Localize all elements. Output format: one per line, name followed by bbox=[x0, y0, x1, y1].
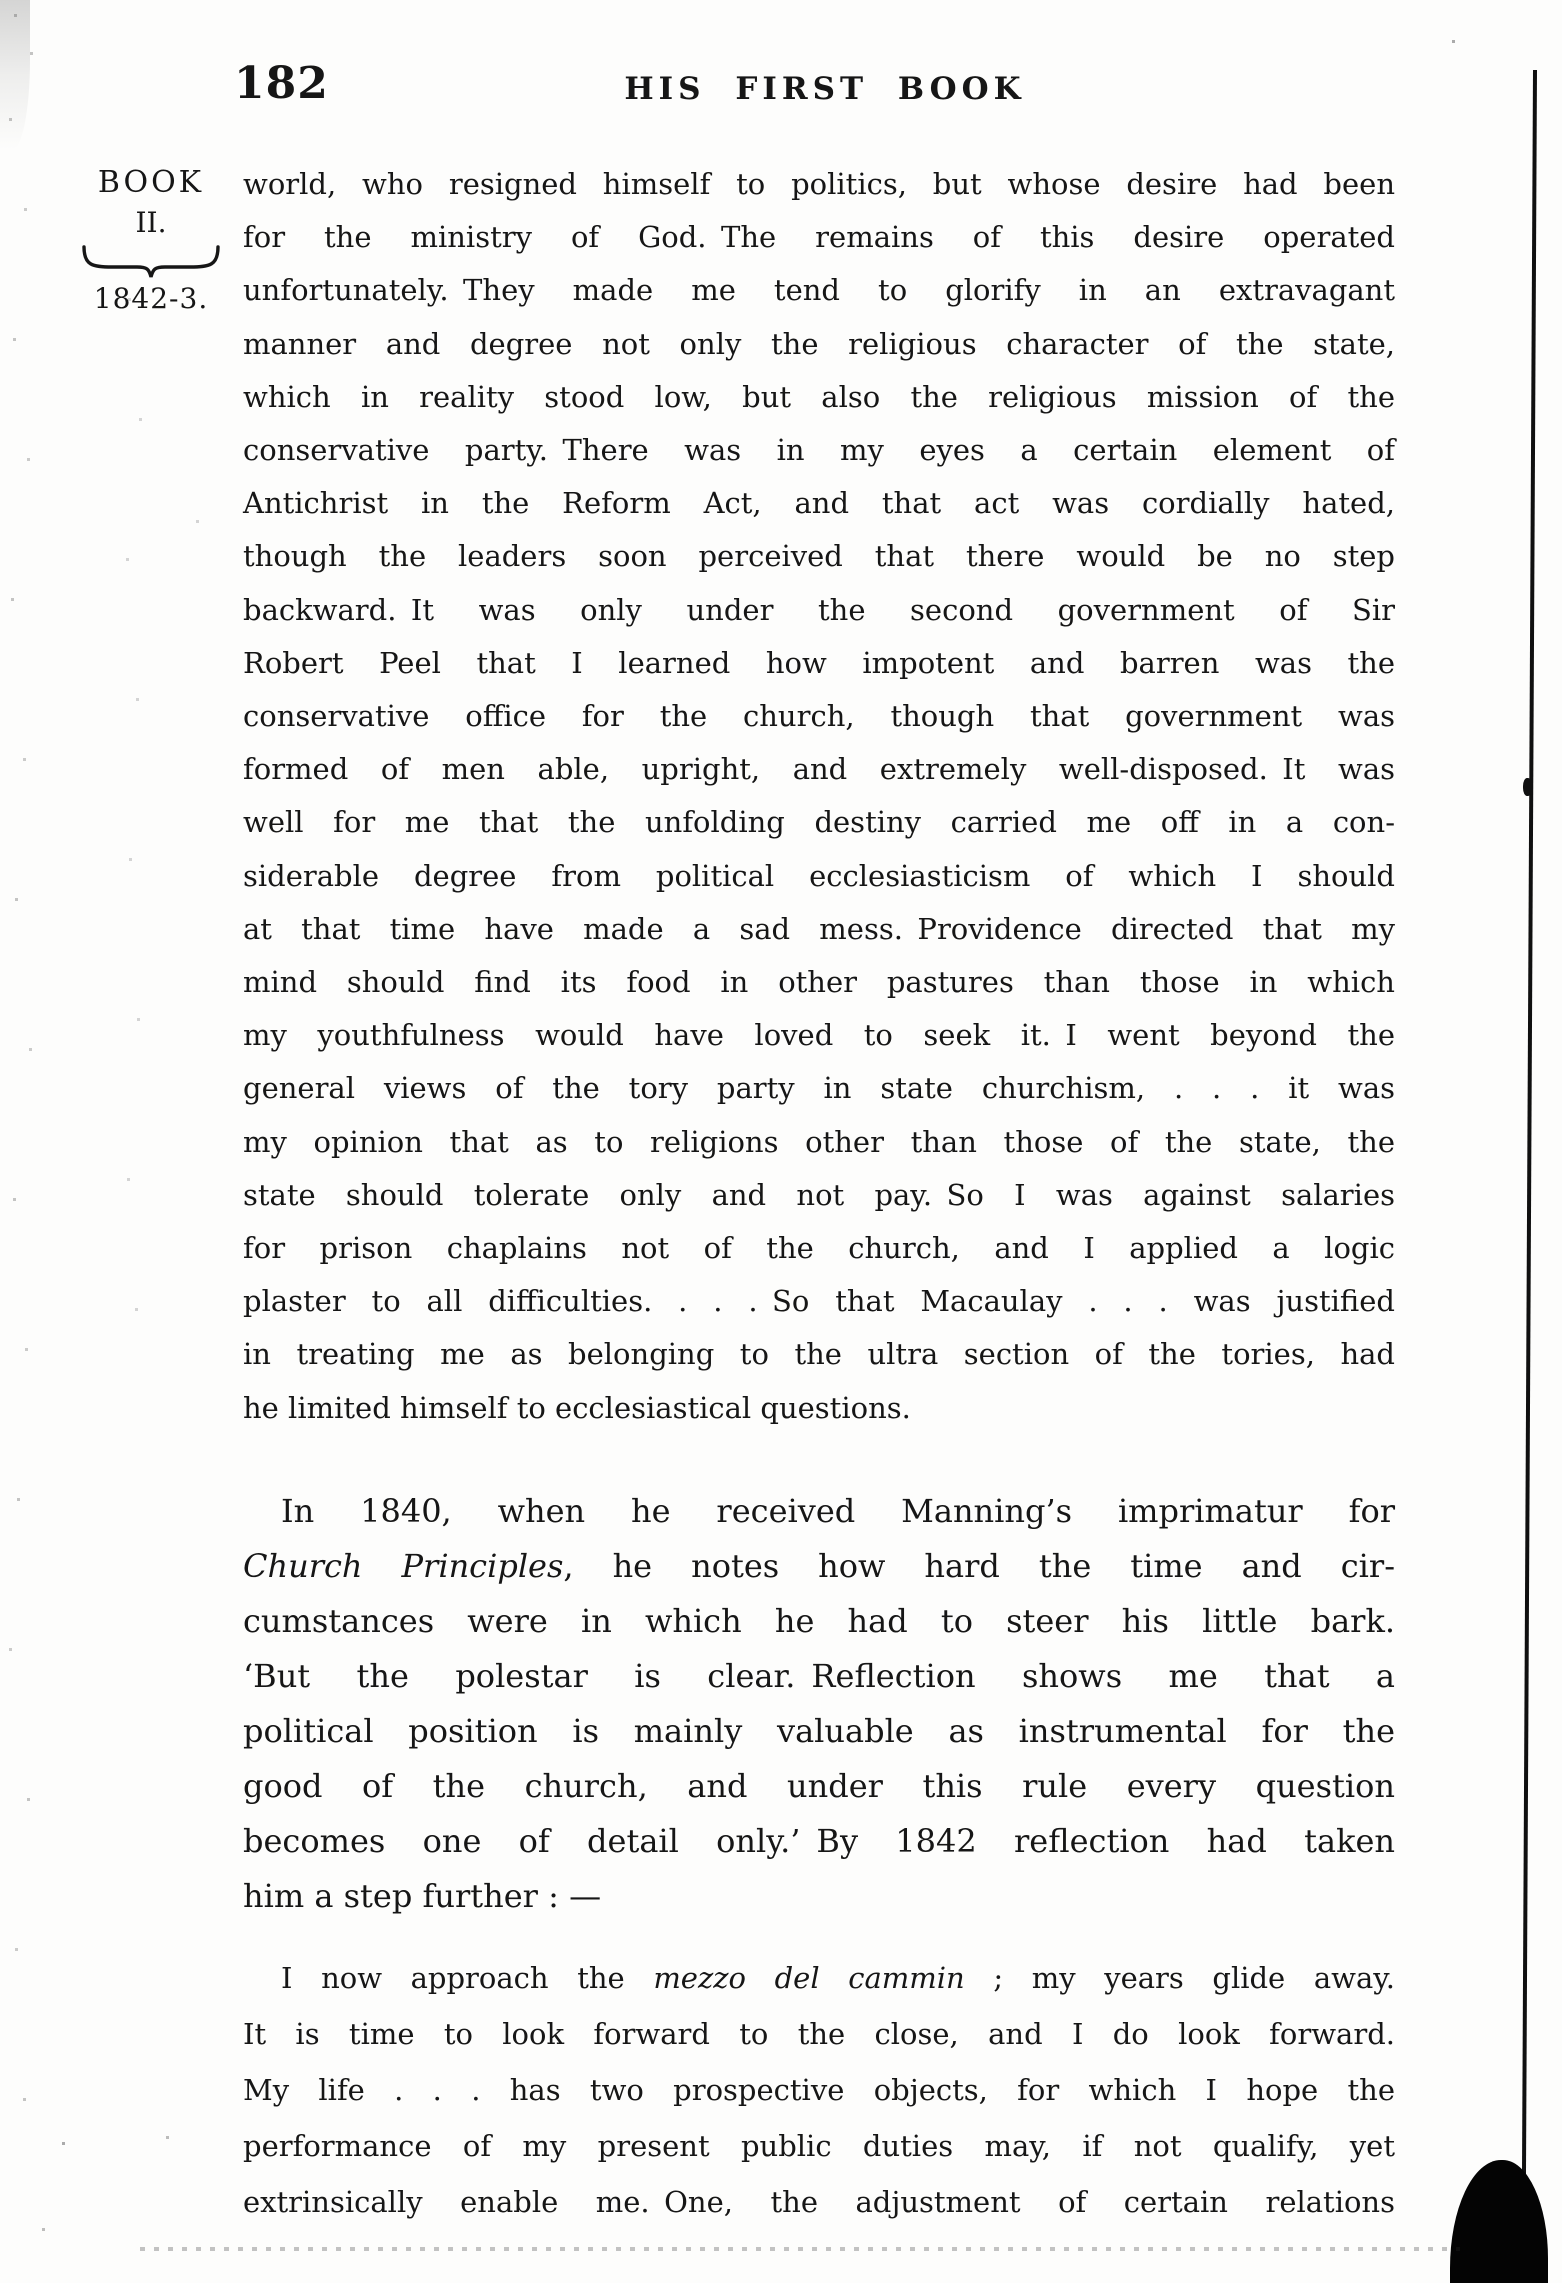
quote2-block bbox=[243, 1950, 1395, 2230]
text-line bbox=[243, 371, 1395, 424]
margin-book-numeral: II. bbox=[135, 206, 167, 239]
text-line bbox=[243, 2174, 1395, 2230]
text-segment: state should tolerate only and not pay. So I was against salaries bbox=[243, 1177, 1395, 1212]
text-segment: political position is mainly valuable as instrumental for the bbox=[243, 1712, 1395, 1750]
margin-note bbox=[78, 165, 224, 315]
text-segment: cumstances were in which he had to steer his little bark. bbox=[243, 1602, 1395, 1640]
text-line bbox=[243, 2118, 1395, 2174]
text-line bbox=[243, 690, 1395, 743]
text-segment: mind should find its food in other pastures than those in which bbox=[243, 965, 1395, 1000]
text-segment: which in reality stood low, but also the religious mission of the bbox=[243, 379, 1395, 414]
text-line bbox=[243, 584, 1395, 637]
margin-years: 1842-3. bbox=[93, 282, 209, 315]
text-line bbox=[243, 903, 1395, 956]
text-line bbox=[243, 2062, 1395, 2118]
scan-thumb-shadow bbox=[1450, 2160, 1548, 2283]
text-line bbox=[243, 1594, 1395, 1649]
text-line bbox=[243, 743, 1395, 796]
text-line bbox=[243, 1649, 1395, 1704]
text-segment: extrinsically enable me. One, the adjustment of certain relations bbox=[243, 2185, 1395, 2219]
text-line bbox=[243, 477, 1395, 530]
text-line bbox=[243, 1009, 1395, 1062]
quote1-block bbox=[243, 158, 1395, 1435]
text-segment: formed of men able, upright, and extremely well-disposed. It was bbox=[243, 752, 1395, 787]
text-line bbox=[243, 1328, 1395, 1381]
text-segment: unfortunately. They made me tend to glorify in an extravagant bbox=[243, 273, 1395, 308]
text-segment: though the leaders soon perceived that there would be no step bbox=[243, 539, 1395, 574]
text-segment: Robert Peel that I learned how impotent and barren was the bbox=[243, 645, 1395, 680]
text-segment: plaster to all difficulties. . . . So that Macaulay . . . was justified bbox=[243, 1284, 1395, 1319]
page-number: 182 bbox=[234, 58, 329, 109]
text-segment: becomes one of detail only.’ By 1842 reflection had taken bbox=[243, 1822, 1395, 1860]
margin-book-label: BOOK bbox=[97, 165, 205, 200]
text-segment: backward. It was only under the second government of Sir bbox=[243, 592, 1395, 627]
text-segment: performance of my present public duties may, if not qualify, yet bbox=[243, 2129, 1395, 2163]
text-segment: manner and degree not only the religious character of the state, bbox=[243, 326, 1395, 361]
text-line bbox=[243, 1950, 1395, 2006]
text-segment: Antichrist in the Reform Act, and that act was cordially hated, bbox=[243, 486, 1395, 521]
text-segment: for the ministry of God. The remains of this desire operated bbox=[243, 220, 1395, 255]
margin-brace-icon bbox=[78, 244, 224, 278]
text-segment: him a step further : — bbox=[243, 1877, 602, 1915]
text-line bbox=[243, 530, 1395, 583]
text-line bbox=[243, 1539, 1395, 1594]
text-line bbox=[243, 1116, 1395, 1169]
running-head: HIS FIRST BOOK bbox=[624, 71, 1026, 107]
text-segment: general views of the tory party in state churchism, . . . it was bbox=[243, 1071, 1395, 1106]
text-segment: in treating me as belonging to the ultra section of the tories, had bbox=[243, 1337, 1395, 1372]
text-line bbox=[243, 637, 1395, 690]
text-line bbox=[243, 850, 1395, 903]
text-segment: well for me that the unfolding destiny carried me off in a con- bbox=[243, 805, 1395, 840]
text-segment: for prison chaplains not of the church, and I applied a logic bbox=[243, 1231, 1395, 1266]
scan-specks bbox=[0, 0, 3, 3]
text-segment: ; my years glide away. bbox=[964, 1961, 1395, 1995]
text-segment: It is time to look forward to the close, and I do look forward. bbox=[243, 2017, 1395, 2051]
text-line bbox=[243, 1275, 1395, 1328]
text-line bbox=[243, 424, 1395, 477]
text-segment: I now approach the bbox=[281, 1961, 654, 1995]
scan-corner-smudge bbox=[0, 0, 30, 150]
text-segment: he limited himself to ecclesiastical questions. bbox=[243, 1390, 911, 1425]
text-line bbox=[243, 264, 1395, 317]
text-line bbox=[243, 1704, 1395, 1759]
text-segment: world, who resigned himself to politics, but whose desire had been bbox=[243, 167, 1395, 201]
text-line bbox=[243, 1222, 1395, 1275]
text-line bbox=[243, 158, 1395, 211]
text-line bbox=[243, 1169, 1395, 1222]
text-line bbox=[243, 211, 1395, 264]
main-paragraph bbox=[243, 1484, 1395, 1924]
scan-gutter-line bbox=[1521, 70, 1537, 2283]
text-line bbox=[243, 1814, 1395, 1869]
text-line bbox=[243, 1062, 1395, 1115]
text-segment: my opinion that as to religions other than those of the state, the bbox=[243, 1124, 1395, 1159]
text-segment: conservative party. There was in my eyes a certain element of bbox=[243, 433, 1395, 468]
text-line bbox=[243, 1484, 1395, 1539]
italic-text: Church Principles bbox=[243, 1547, 564, 1585]
text-segment: In 1840, when he received Manning’s imprimatur for bbox=[281, 1492, 1395, 1530]
text-segment: good of the church, and under this rule every question bbox=[243, 1767, 1395, 1805]
text-line bbox=[243, 956, 1395, 1009]
italic-text: mezzo del cammin bbox=[653, 1961, 965, 1995]
text-line bbox=[243, 318, 1395, 371]
scan-gutter-nick bbox=[1523, 778, 1532, 796]
text-line bbox=[243, 1382, 1395, 1435]
text-line bbox=[243, 2006, 1395, 2062]
text-line bbox=[243, 1869, 1395, 1924]
text-segment: at that time have made a sad mess. Providence directed that my bbox=[243, 911, 1395, 946]
text-line bbox=[243, 1759, 1395, 1814]
text-segment: my youthfulness would have loved to seek it. I went beyond the bbox=[243, 1018, 1395, 1053]
text-line bbox=[243, 796, 1395, 849]
text-segment: My life . . . has two prospective objects, for which I hope the bbox=[243, 2073, 1395, 2107]
scan-bottom-speckle bbox=[140, 2247, 1460, 2251]
text-segment: siderable degree from political ecclesiasticism of which I should bbox=[243, 858, 1395, 893]
text-segment: ‘But the polestar is clear. Reflection shows me that a bbox=[243, 1657, 1395, 1695]
text-segment: conservative office for the church, though that government was bbox=[243, 699, 1395, 734]
text-segment: , he notes how hard the time and cir- bbox=[563, 1547, 1396, 1585]
